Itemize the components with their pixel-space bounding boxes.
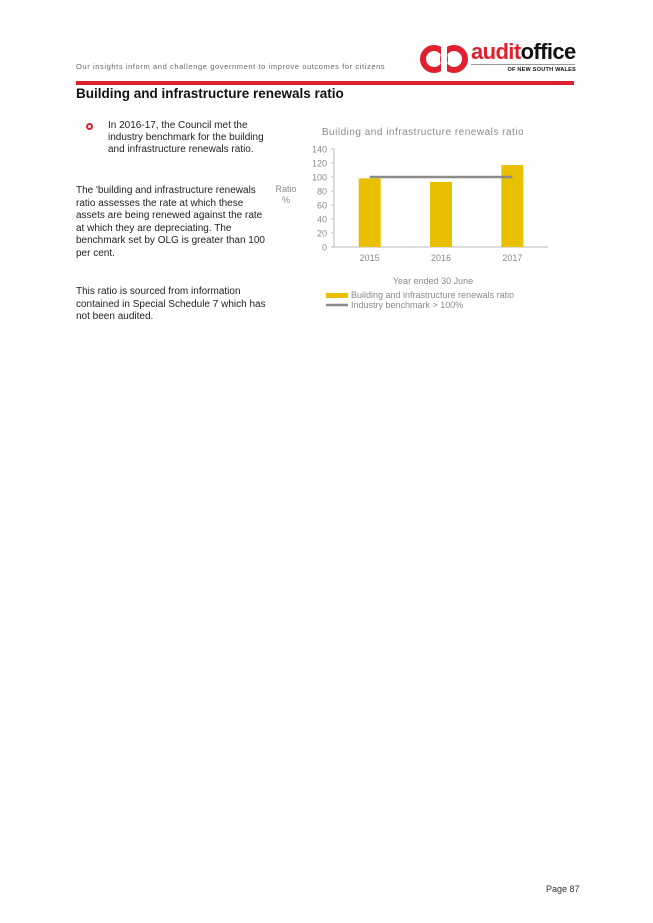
y-tick-label: 100 [311,172,327,183]
y-tick-label: 0 [321,242,327,253]
y-tick-label: 40 [316,214,327,225]
y-tick-label: 120 [311,158,327,169]
x-tick-label: 2015 [359,253,380,263]
y-axis-label-unit: % [281,195,291,205]
audit-office-logo [419,39,579,76]
legend-label-line: Industry benchmark > 100% [351,300,464,310]
y-tick-label: 60 [316,200,327,211]
section-title: Building and infrastructure renewals ratio [76,86,344,101]
bar-2015 [359,178,381,247]
logo-wordmark [471,39,576,65]
ratio-description-paragraph: The 'building and infrastructure renewals ratio assesses the rate at which these assets are being renewed against the rate at which they are depreciating. The benchmark set by OLG is greater than 100 per cent. [76,185,265,259]
x-axis-label: Year ended 30 June [392,276,474,286]
chart-title: Building and infrastructure renewals ratio [321,127,525,138]
y-tick-label: 140 [311,144,327,155]
y-tick-label: 20 [316,228,327,239]
page-number: Page 87 [546,884,580,894]
y-axis-label: Ratio [275,184,297,194]
header-tagline: Our insights inform and challenge government to improve outcomes for citizens [76,62,386,71]
x-tick-label: 2016 [430,253,452,263]
logo-word-office: office [520,39,576,64]
x-tick-label: 2017 [502,253,523,263]
header-red-rule [76,81,574,85]
chart-svg [268,120,558,320]
bullet-text: In 2016-17, the Council met the industry benchmark for the building and infrastructure renewals ratio. [108,120,264,156]
logo-mark-icon [419,42,469,76]
logo-subtitle: OF NEW SOUTH WALES [507,67,576,73]
legend-label-bar: Building and infrastructure renewals ratio [351,290,515,300]
renewals-ratio-chart [268,120,558,325]
logo-word-audit: audit [471,39,521,64]
bar-2016 [430,182,452,247]
legend-swatch-bar [326,293,348,298]
bullet-circle-icon [86,123,93,130]
logo-divider [471,64,575,65]
source-note-paragraph: This ratio is sourced from information contained in Special Schedule 7 which has not been audited. [76,286,266,323]
y-tick-label: 80 [316,186,327,197]
